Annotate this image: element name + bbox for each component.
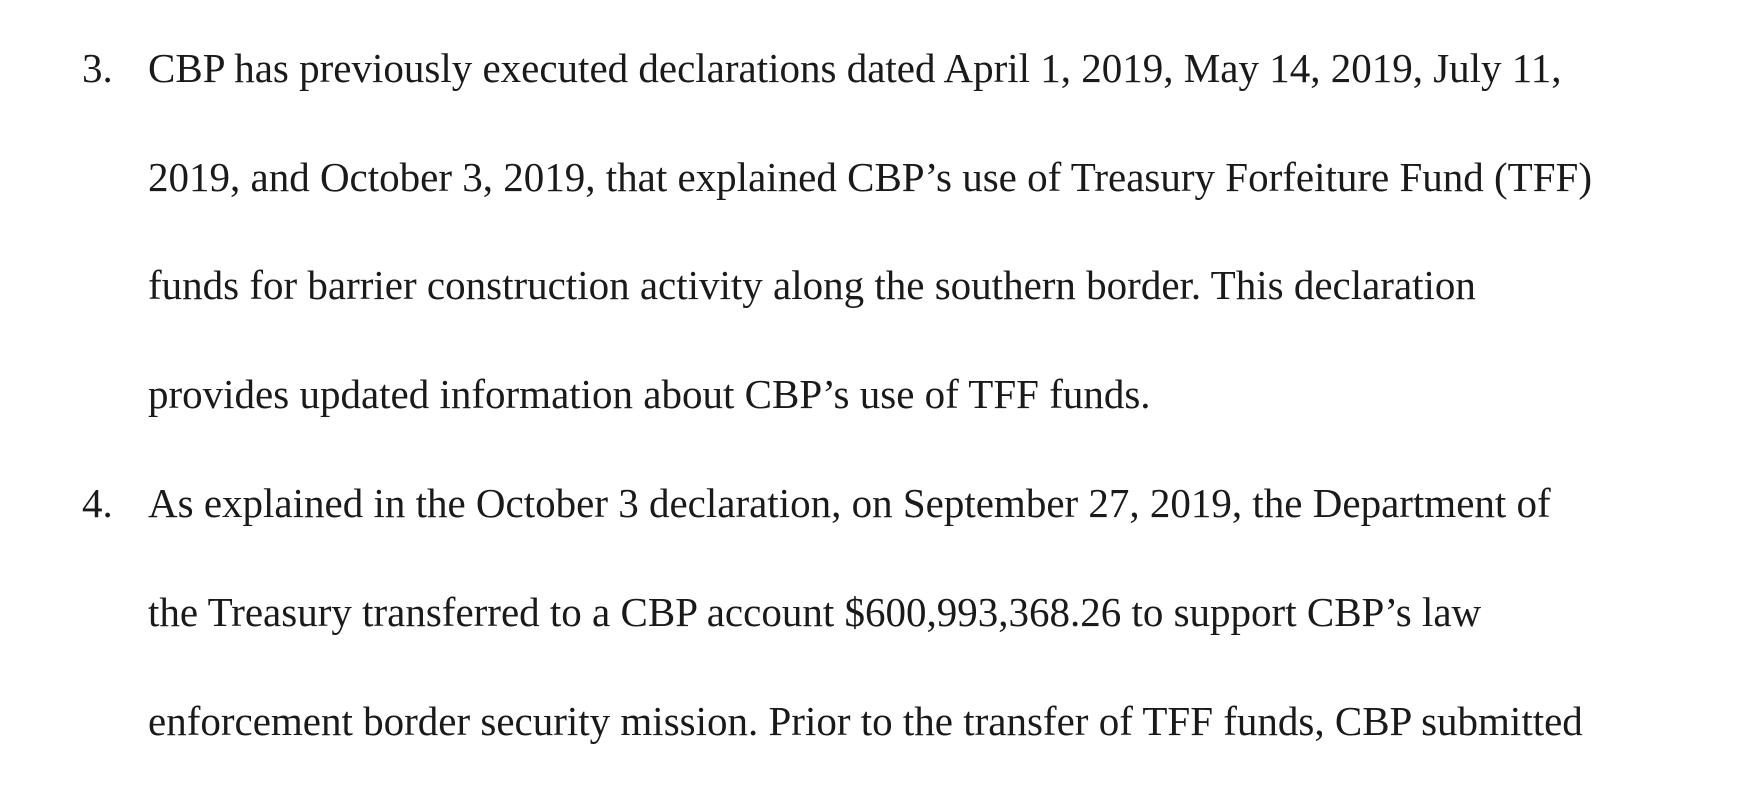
paragraph-line: As explained in the October 3 declaration, on September 27, 2019, the Department of [148,480,1551,526]
paragraph-number: 3. [82,45,113,91]
paragraph-line: enforcement border security mission. Prior to the transfer of TFF funds, CBP submitted [148,698,1583,744]
paragraph-number: 4. [82,480,113,526]
paragraph-line: the Treasury transferred to a CBP account $600,993,368.26 to support CBP’s law [148,589,1482,635]
paragraph-line: provides updated information about CBP’s use of TFF funds. [148,371,1151,417]
paragraph-line: CBP has previously executed declarations dated April 1, 2019, May 14, 2019, July 11, [148,45,1562,91]
paragraph-line: 2019, and October 3, 2019, that explained CBP’s use of Treasury Forfeiture Fund (TFF) [148,154,1592,200]
paragraph-line: funds for barrier construction activity along the southern border. This declaration [148,262,1476,308]
